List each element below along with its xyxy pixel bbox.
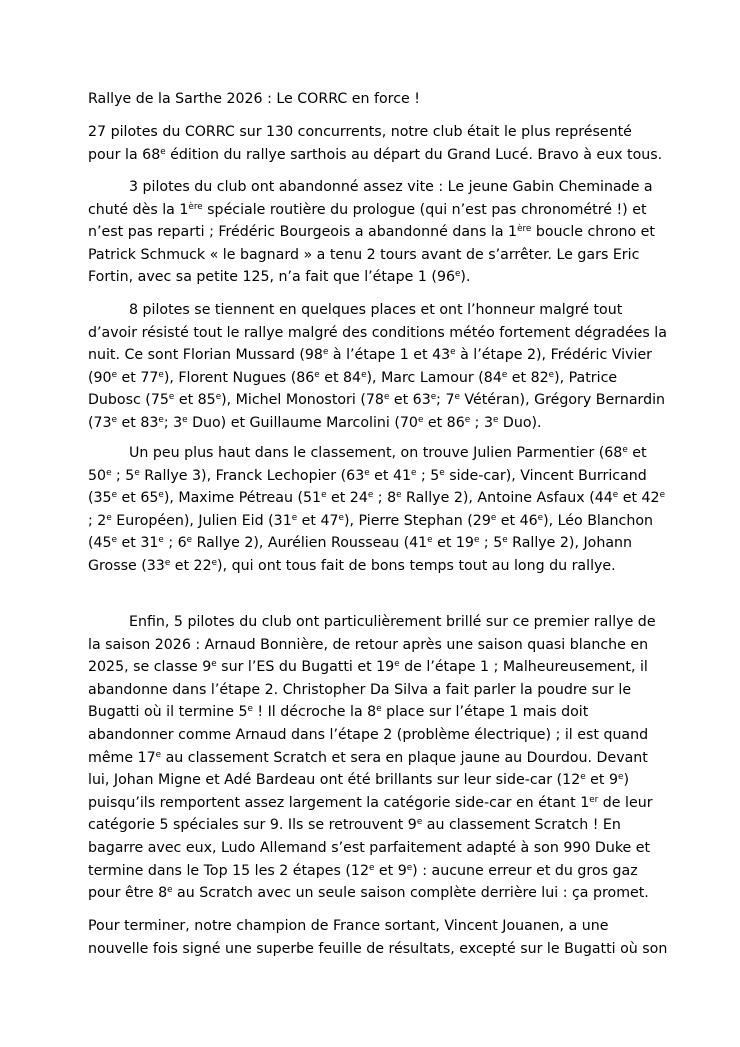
text-run: ; 5 [479,535,503,552]
text-run: au classement Scratch ! En bagarre avec eux, Ludo Allemand s’est parfaitement adapté à son 990 Duke et termine dans le Top 15 les 2 étapes (12 [88,817,651,879]
ordinal-superscript: er [589,794,599,805]
ordinal-superscript: e [502,535,508,546]
ordinal-superscript: e [622,445,628,456]
ordinal-superscript: e [106,512,112,523]
ordinal-superscript: e [167,885,173,896]
ordinal-superscript: e [247,704,253,715]
text-run: ; 8 [373,490,397,507]
text-run: ; 7 [436,392,455,409]
ordinal-superscript: e [158,415,164,426]
text-run: 8 pilotes se tiennent en quelques places et ont l’honneur malgré tout d’avoir résisté tout le rallye malgré des conditions météo fortement dégradées la nuit. Ce sont Florian Mussard (98 [88,302,667,364]
ordinal-superscript: e [417,415,424,426]
ordinal-superscript: e [164,558,171,569]
text-run: et 86 [423,414,465,431]
text-run: et 63 [389,392,431,409]
text-run: de leur catégorie 5 spéciales sur 9. Ils se retrouvent 9 [88,794,653,834]
ordinal-superscript: e [361,369,367,380]
ordinal-superscript: e [111,415,118,426]
text-run: Rallye 2), Antoine Asfaux (44 [401,490,613,507]
paragraph-eight-pilots [88,299,668,435]
text-run: place sur l’étape 1 mais doit abandonner comme Arnaud dans l’étape 2 (problème électrique) ; il est quand même 17 [88,704,649,766]
ordinal-superscript: e [580,772,586,783]
text-run: Rallye 3), Franck Lechopier (63 [139,467,365,484]
text-run: et 42 [618,490,660,507]
text-run: Rallye 2), Aurélien Rousseau (41 [192,535,428,552]
ordinal-superscript: e [211,659,217,670]
text-run: Européen), Julien Eid (31 [111,512,292,529]
ordinal-superscript: e [394,659,400,670]
ordinal-superscript: e [111,369,118,380]
ordinal-superscript: e [406,862,413,873]
ordinal-superscript: e [659,490,665,501]
ordinal-superscript: ère [188,201,203,212]
text-run: ; 3 [470,414,493,431]
text-run: et 9 [585,772,619,789]
ordinal-superscript: e [492,415,499,426]
text-run: ), Michel Monostori (78 [221,392,384,409]
text-run: ! Il décroche la 8 [252,704,377,721]
text-run: et 31 [117,535,159,552]
text-run: à l’étape 1 et 43 [328,347,451,364]
text-run: ), Patrice Dubosc (75 [88,369,618,409]
ordinal-superscript: e [490,512,497,523]
ordinal-superscript: e [158,369,164,380]
text-run: ), Léo Blanchon (45 [88,512,654,552]
ordinal-superscript: e [473,535,480,546]
ordinal-superscript: e [430,392,437,403]
text-run: 27 pilotes du CORRC sur 130 concurrents, notre club était le plus représenté pour la 68 [88,124,632,163]
text-run: ; 5 [111,467,135,484]
paragraph-abandons [88,176,668,289]
text-run: Duo) et Guillaume Marcolini (70 [187,414,418,431]
text-run: ) : aucune erreur et du gros gaz pour être 8 [88,862,638,902]
text-run: de l’étape 1 ; Malheureusement, il abandonne dans l’étape 2. Christopher Da Silva a fait parler la poudre sur le Bugatti où il termine 5 [88,659,648,721]
ordinal-superscript: e [168,392,175,403]
ordinal-superscript: e [291,512,298,523]
text-run: ), qui ont tous fait de bons temps tout au long du rallye. [217,557,616,574]
text-run: spéciale routière du prologue (qui n’est pas chronométré !) et n’est pas reparti ; Frédéric Bourgeois a abandonné dans la 1 [88,201,647,241]
text-run: Vétéran), Grégory Bernardin (73 [88,392,666,431]
ordinal-superscript: e [364,467,370,478]
ordinal-superscript: e [111,490,118,501]
text-run: et 50 [88,445,647,484]
text-run: ; 5 [416,467,440,484]
text-run: ), Florent Nugues (86 [163,369,315,386]
ordinal-superscript: e [537,512,544,523]
ordinal-superscript: e [314,369,320,380]
text-run: ). [460,269,471,286]
text-run: et 46 [496,512,538,529]
ordinal-superscript: e [396,490,402,501]
ordinal-superscript: e [322,347,329,358]
ordinal-superscript: e [416,817,423,828]
text-run: et 84 [319,369,362,386]
text-run: et 77 [117,369,159,386]
text-run: et 9 [374,862,407,879]
text-run: sur l’ES du Bugatti et 19 [216,659,395,676]
ordinal-superscript: e [338,512,344,523]
ordinal-superscript: e [450,347,456,358]
text-run: Duo). [498,414,542,431]
ordinal-superscript: e [439,467,445,478]
ordinal-superscript: e [411,467,417,478]
ordinal-superscript: e [211,558,218,569]
text-run: Pour terminer, notre champion de France sortant, Vincent Jouanen, a une nouvelle fois signé une superbe feuille de résultats, excepté sur le Bugatti où son [88,918,668,957]
text-run: et 41 [369,467,412,484]
ordinal-superscript: e [182,415,188,426]
text-run: au Scratch avec un seule saison complète derrière lui : ça promet. [172,885,649,902]
text-run: et 85 [174,392,216,409]
text-run: ), Pierre Stephan (29 [343,512,491,529]
paragraph-higher-ranking [88,442,668,578]
text-run: ), Maxime Pétreau (51 [163,490,322,507]
ordinal-superscript: e [134,467,140,478]
ordinal-superscript: e [548,369,555,380]
ordinal-superscript: e [455,269,461,280]
ordinal-superscript: e [612,490,619,501]
ordinal-superscript: e [106,467,112,478]
text-run: Rallye 2), Johann Grosse (33 [88,535,633,574]
text-run: side-car), Vincent Burricand (35 [88,467,647,507]
ordinal-superscript: e [464,415,471,426]
text-run: et 83 [117,414,159,431]
ordinal-superscript: e [160,146,166,157]
ordinal-superscript: e [158,490,164,501]
ordinal-superscript: e [111,535,118,546]
ordinal-superscript: e [367,490,374,501]
text-run: ) puisqu’ils remportent assez largement la catégorie side-car en étant 1 [88,772,629,811]
text-run: Un peu plus haut dans le classement, on trouve Julien Parmentier (68 [129,445,623,461]
ordinal-superscript: e [383,392,390,403]
text-run: Enfin, 5 pilotes du club ont particulièrement brillé sur ce premier rallye de la saison 2026 : Arnaud Bonnière, de retour après une saison quasi blanche en 2025, se classe 9 [88,614,656,676]
text-run: édition du rallye sarthois au départ du Grand Lucé. Bravo à eux tous. [165,146,663,163]
text-run: ; 3 [163,414,183,431]
ordinal-superscript: e [215,392,222,403]
text-run: et 65 [117,490,159,507]
paragraph-top-five [88,611,668,905]
text-run: et 47 [297,512,339,529]
ordinal-superscript: e [158,535,164,546]
ordinal-superscript: e [501,369,508,380]
intro-paragraph [88,121,668,166]
text-run: ; 2 [88,512,107,529]
text-run: et 82 [507,369,549,386]
ordinal-superscript: e [186,535,193,546]
document-title: Rallye de la Sarthe 2026 : Le CORRC en force ! [88,91,420,107]
text-run: et 24 [326,490,368,507]
ordinal-superscript: e [368,862,375,873]
ordinal-superscript: e [155,749,162,760]
text-run: au classement Scratch et sera en plaque jaune au Dourdou. Devant lui, Johan Migne et Adé Bardeau ont été brillants sur leur side-car (12 [88,749,648,789]
text-run: à l’étape 2), Frédéric Vivier (90 [88,347,653,386]
ordinal-superscript: e [454,392,460,403]
text-run: ), Marc Lamour (84 [366,369,502,386]
text-run: et 22 [170,557,212,574]
ordinal-superscript: ère [517,224,532,235]
ordinal-superscript: e [321,490,327,501]
ordinal-superscript: e [427,535,433,546]
ordinal-superscript: e [376,704,382,715]
text-run: et 19 [432,535,474,552]
paragraph-champion [88,915,668,960]
ordinal-superscript: e [618,772,624,783]
text-run: boucle chrono et Patrick Schmuck « le bagnard » a tenu 2 tours avant de s’arrêter. Le gars Eric Fortin, avec sa petite 125, n’a fait que l’étape 1 (96 [88,224,655,286]
text-run: ; 6 [163,535,187,552]
text-run: 3 pilotes du club ont abandonné assez vite : Le jeune Gabin Cheminade a chuté dès la 1 [88,179,653,218]
